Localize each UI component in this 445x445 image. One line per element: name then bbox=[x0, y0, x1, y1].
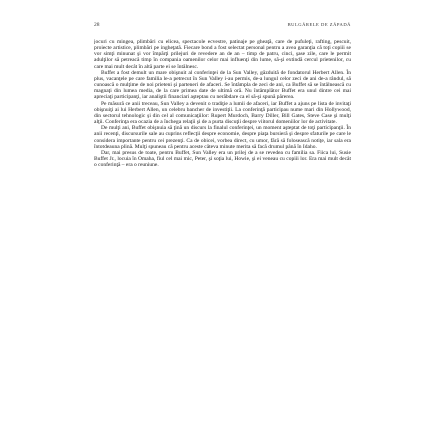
page-header bbox=[94, 21, 351, 29]
paragraph: De mulţi ani, Buffet obişnuia să ţină un discurs la finalul conferinţei, un moment aşteptat de toţi participanţii. În anii recenţi, discursurile sale au cuprins reflecţii despre economie, despre piaţa bursieră şi despre sfaturile pe care le considera importante pentru cei prezenţi. Ca de obicei, vorbea direct, cu umor, fără să folosească notiţe, iar sala era întotdeauna plină. Mulţi spuneau că pentru aceste câteva minute merita să facă drumul până în Idaho. bbox=[94, 125, 351, 150]
running-head: BULGĂRELE DE ZĂPADĂ bbox=[287, 22, 351, 27]
paragraph: Pe măsură ce anii treceau, Sun Valley a devenit o tradiţie a lumii de afaceri, iar Buffet a ajuns pe lista de invitaţi obişnuiţi ai lui Herbert Allen, un celebru bancher de investiţii. La conferinţă participau nume mari din Hollywood, din sectorul tehnologic şi din cel al comunicaţiilor: Rupert Murdoch, Barry Diller, Bill Gates, Steve Case şi mulţi alţii. Conferinţa era ocazia de a închega relaţii şi de a purta discuţii despre viitorul domeniilor lor de activitate. bbox=[94, 100, 351, 126]
body-text bbox=[94, 39, 351, 427]
paragraph: jocuri cu mingea, plimbări cu elicea, spectacole ecvestre, patinaje pe gheaţă, care de pufuleţi, rafting, pescuit, proiecte artistice, plimbări pe ingheţată. Fiecare bond a fost selectat personal pentru a avea garanţia că toţi copiii se vor simţi minunat şi vor împărţi prilejuri de revedere an de an – timp de patru, cinci, şase zile, care le permit adulţilor să petreacă timp în compania oamenilor celor mai influenţi din lume, să-şi extindă cercul prietenilor, cu care mai mult decât în altă parte ei se întâlnesc. bbox=[94, 39, 351, 70]
paragraph: Buffet a fost demult un mare obişnuit al conferinţei de la Sun Valley, găzduită de fondatorul Herbert Allen. În plus, vacanţele pe care familia le-a petrecut în Sun Valley i-au permis, de-a lungul celor zeci de ani de-a rândul, să cunoască o mulţime de noi prieteni şi parteneri de afaceri. Se întâmpla de zeci de ani, ca Buffet să se întâlnească cu magnaţi din lumea media, de la care primea date de ultimă oră. Nu întâmplător Buffet era unul dintre cei mai apreciaţi participanţi, iar analiştii financiari aşteptau cu nerăbdare ca el să-şi spună părerea. bbox=[94, 69, 351, 101]
paragraph: Dar, mai presus de toate, pentru Buffet, Sun Valley era un prilej de a se revedea cu familia sa. Fiica lui, Susie Buffet Jr., locuia în Omaha, fiul cel mai mic, Peter, şi soţia lui, Howie, şi ei veneau cu copiii lor. Era mai mult decât o conferinţă – era o reuniune. bbox=[94, 149, 351, 169]
page-number: 28 bbox=[94, 22, 100, 28]
